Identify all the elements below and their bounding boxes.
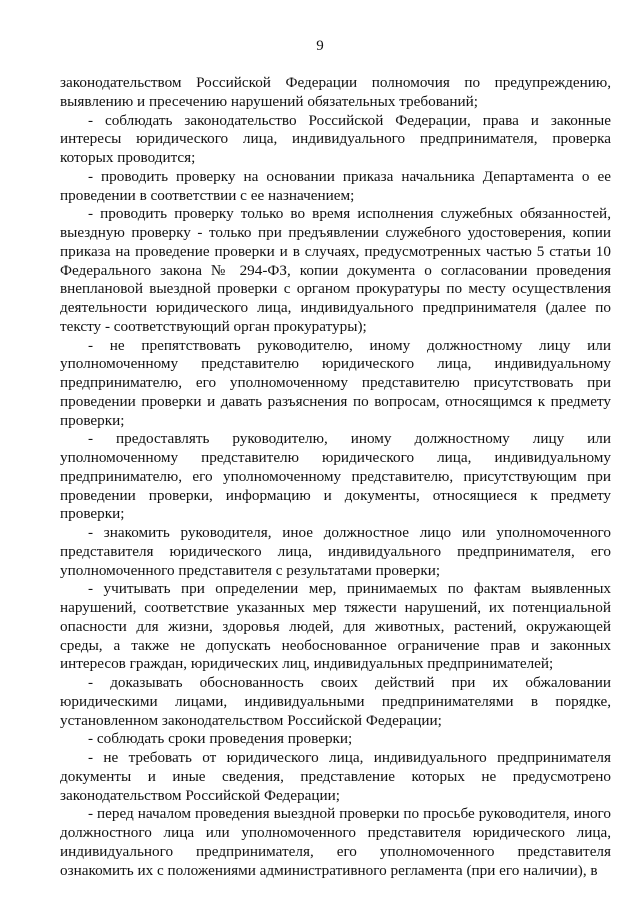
paragraph-obligation-deadlines: - соблюдать сроки проведения проверки; [88, 730, 353, 748]
paragraph-obligation-proportionality: - учитывать при определении мер, принимаемых по фактам выявленных нарушений, соответствие указанных мер тяжести нарушений, их потенциальной опасности для жизни, здоровья людей, для животных, растений, окружающей среды, а также не допускать необоснованное ограничение прав и законных интересов граждан, юридических лиц, индивидуальных предпринимателей; [60, 580, 611, 673]
paragraph-obligation-justify-actions: - доказывать обоснованность своих действий при их обжаловании юридическими лицами, индивидуальными предпринимателями в порядке, установленном законодательством Российской Федерации; [60, 674, 611, 729]
paragraph-obligation-duty-time: - проводить проверку только во время исполнения служебных обязанностей, выездную проверку - только при предъявлении служебного удостоверения, копии приказа на проведение проверки и в случаях, предусмотренных частью 5 статьи 10 Федерального закона № 294-ФЗ, копии документа о согласовании проведения внеплановой выездной проверки с органом прокуратуры по месту осуществления деятельности юридического лица, индивидуального предпринимателя (далее по тексту - соответствующий орган прокуратуры); [60, 205, 611, 335]
paragraph-obligation-share-results: - знакомить руководителя, иное должностное лицо или уполномоченного представителя юридического лица, индивидуального предпринимателя, его уполномоченного представителя с результатами проверки; [60, 524, 611, 579]
paragraph-obligation-not-obstruct: - не препятствовать руководителю, иному должностному лицу или уполномоченному представителю юридического лица, индивидуальному предпринимателю, его уполномоченному представителю присутствовать при проведении проверки и давать разъяснения по вопросам, относящимся к предмету проверки; [60, 336, 611, 429]
paragraph-obligation-provide-info: - предоставлять руководителю, иному должностному лицу или уполномоченному представителю юридического лица, индивидуальному предпринимателю, его уполномоченному представителю, присутствующим при проведении проверки, информацию и документы, относящиеся к предмету проверки; [60, 430, 611, 523]
page-number: 9 [316, 38, 324, 54]
paragraph-obligation-familiarize-regulation: - перед началом проведения выездной проверки по просьбе руководителя, иного должностного лица или уполномоченного представителя юридического лица, индивидуального предпринимателя, его уполномоченного представителя ознакомить их с положениями административного регламента (при его наличии), в [60, 805, 611, 879]
body-text [60, 74, 611, 880]
paragraph-continuation: законодательством Российской Федерации полномочия по предупреждению, выявлению и пресечению нарушений обязательных требований; [60, 74, 611, 110]
paragraph-obligation-no-extra-docs: - не требовать от юридического лица, индивидуального предпринимателя документы и иные сведения, представление которых не предусмотрено законодательством Российской Федерации; [60, 749, 611, 804]
paragraph-obligation-order-basis: - проводить проверку на основании приказа начальника Департамента о ее проведении в соответствии с ее назначением; [60, 167, 611, 204]
paragraph-obligation-comply-law: - соблюдать законодательство Российской Федерации, права и законные интересы юридического лица, индивидуального предпринимателя, проверка которых проводится; [60, 111, 611, 166]
